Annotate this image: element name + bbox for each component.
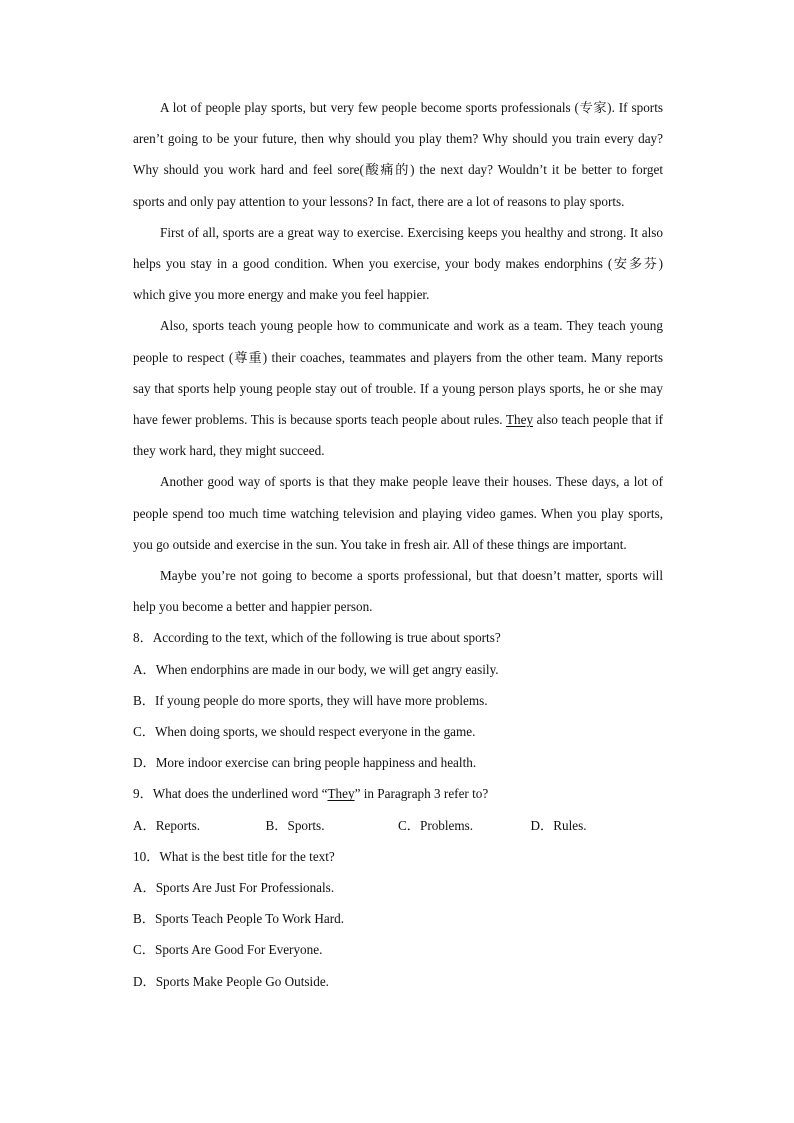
question-8 <box>133 622 663 778</box>
question-9-option-c: C．Problems. <box>398 817 474 833</box>
question-9-options <box>133 810 663 841</box>
reading-passage <box>133 92 663 997</box>
question-9-option-b: B．Sports. <box>265 817 325 833</box>
question-9-stem-end: ” in Paragraph 3 refer to? <box>354 786 489 802</box>
question-9-option-a: A．Reports. <box>133 817 201 833</box>
paragraph-3 <box>133 310 663 466</box>
paragraph-3-text: Also, sports teach young people how to communicate and work as a team. They teach young people to respect (尊重) their coaches, teammates and players from the other team. Many reports say that sports help young people stay out of trouble. If a young person plays sports, he or she may have fewer problems. This is because sports teach people about rules. <box>133 318 663 428</box>
paragraph-2: First of all, sports are a great way to exercise. Exercising keeps you healthy and strong. It also helps you stay in a good condition. When you exercise, your body makes endorphins (安多芬) which give you more energy and make you feel happier. <box>133 224 663 303</box>
paragraph-4: Another good way of sports is that they make people leave their houses. These days, a lot of people spend too much time watching television and playing video games. When you play sports, you go outside and exercise in the sun. You take in fresh air. All of these things are important. <box>133 474 663 552</box>
paragraph-5: Maybe you’re not going to become a sports professional, but that doesn’t matter, sports will help you become a better and happier person. <box>133 568 663 615</box>
question-10-option-d: D．Sports Make People Go Outside. <box>133 973 329 989</box>
question-9-stem-start: 9．What does the underlined word “ <box>133 786 328 802</box>
paragraph-3-tail: also teach people that if they work hard, they might succeed. <box>133 412 664 459</box>
question-9 <box>133 778 663 840</box>
question-10 <box>133 841 663 997</box>
question-8-option-a: A．When endorphins are made in our body, we will get angry easily. <box>133 661 499 677</box>
question-9-option-d: D．Rules. <box>530 817 587 833</box>
question-8-option-c: C．When doing sports, we should respect everyone in the game. <box>133 724 476 740</box>
question-8-option-b: B．If young people do more sports, they will have more problems. <box>133 692 488 708</box>
question-9-underlined-word: They <box>327 786 355 802</box>
question-8-stem: 8．According to the text, which of the following is true about sports? <box>133 630 501 646</box>
paragraph-1: A lot of people play sports, but very few people become sports professionals (专家). If sports aren’t going to be your future, then why should you play them? Why should you train every day? Why should you work hard and feel sore(酸痛的) the next day? Wouldn’t it be better to forget sports and only pay attention to your lessons? In fact, there are a lot of reasons to play sports. <box>133 100 663 209</box>
question-10-option-a: A．Sports Are Just For Professionals. <box>133 880 335 896</box>
question-10-stem: 10．What is the best title for the text? <box>133 848 335 864</box>
question-9-stem <box>133 778 663 809</box>
question-10-option-c: C．Sports Are Good For Everyone. <box>133 942 323 958</box>
question-10-option-b: B．Sports Teach People To Work Hard. <box>133 911 344 927</box>
question-8-option-d: D．More indoor exercise can bring people happiness and health. <box>133 755 477 771</box>
underlined-word-they: They <box>505 412 534 428</box>
